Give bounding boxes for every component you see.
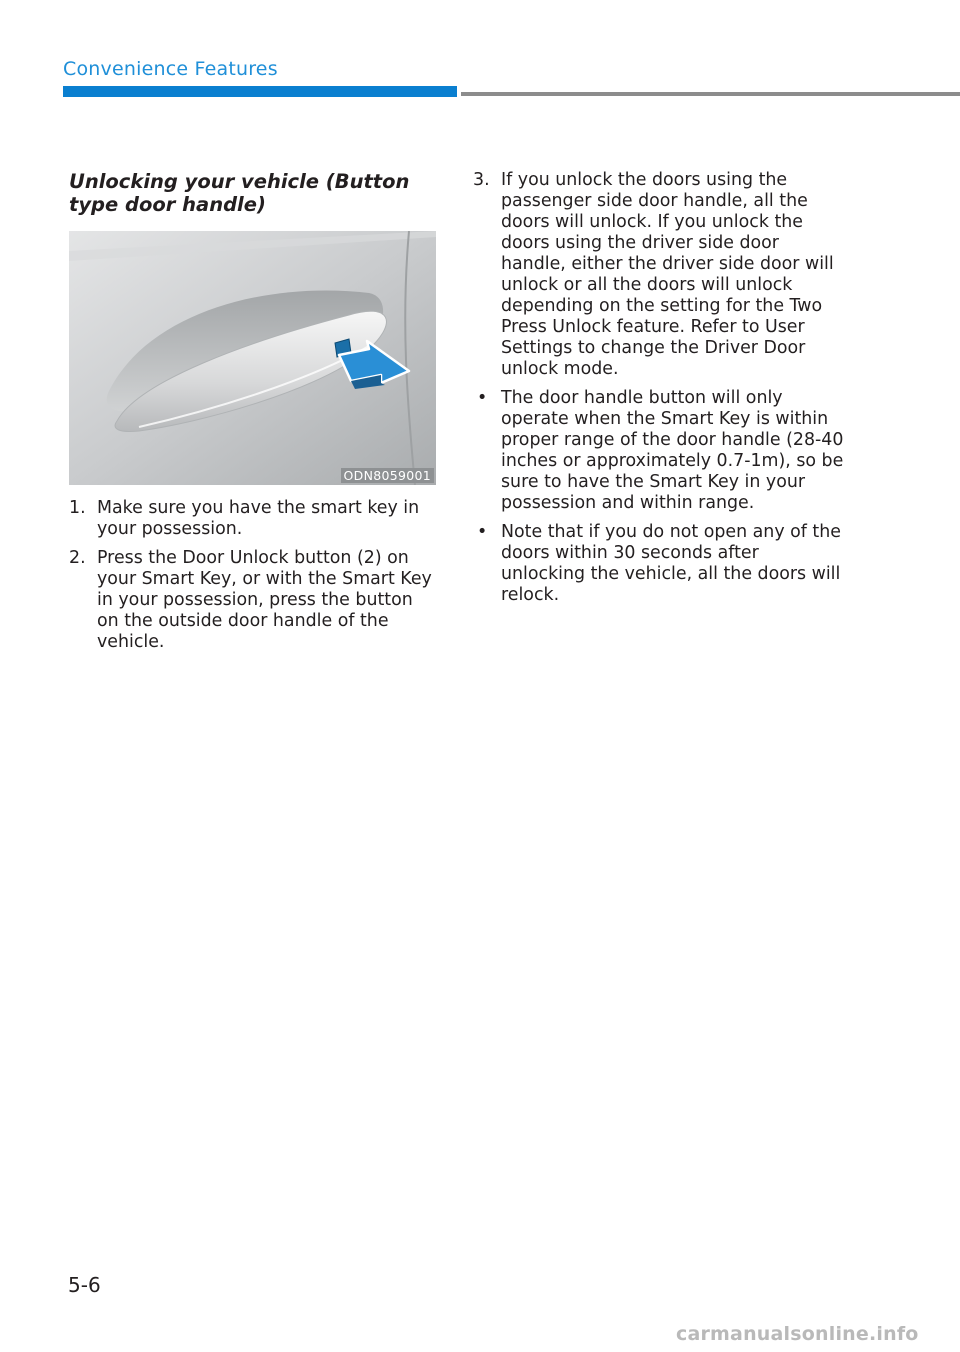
list-item xyxy=(473,170,845,380)
left-column xyxy=(69,170,437,661)
bullet-text: Note that if you do not open any of the doors within 30 seconds after unlocking the vehicle, all the doors will relock. xyxy=(501,522,841,605)
step-number: 1. xyxy=(69,498,86,518)
bullet-icon: • xyxy=(477,388,488,408)
header-bar-gray xyxy=(461,92,960,96)
list-item xyxy=(69,498,437,540)
header-title: Convenience Features xyxy=(63,58,278,80)
watermark: carmanualsonline.info xyxy=(676,1323,919,1345)
door-handle-figure xyxy=(69,231,436,485)
step-text: Press the Door Unlock button (2) on your Smart Key, or with the Smart Key in your possession, press the button on the outside door handle of the vehicle. xyxy=(97,548,432,652)
page-number: 5-6 xyxy=(68,1273,101,1297)
step-number: 2. xyxy=(69,548,86,568)
section-heading: Unlocking your vehicle (Button type door handle) xyxy=(69,170,410,216)
list-item xyxy=(473,388,845,514)
step-text: Make sure you have the smart key in your possession. xyxy=(97,498,420,539)
figure-code: ODN8059001 xyxy=(341,468,435,483)
list-item xyxy=(69,548,437,653)
header-bar-blue xyxy=(63,86,457,97)
steps-list-left xyxy=(69,498,437,653)
step-text: If you unlock the doors using the passenger side door handle, all the doors will unlock. If you unlock the doors using the driver side door handle, either the driver side door will unlock or all the doors will unlock depending on the setting for the Two Press Unlock feature. Refer to User Settings to change the Driver Door unlock mode. xyxy=(501,170,834,379)
list-item xyxy=(473,522,845,606)
steps-list-right xyxy=(473,170,845,380)
right-column xyxy=(473,170,845,614)
bullet-text: The door handle button will only operate when the Smart Key is within proper range of the door handle (28-40 inches or approximately 0.7-1m), so be sure to have the Smart Key in your possession and within range. xyxy=(501,388,844,513)
bullets-list xyxy=(473,388,845,606)
step-number: 3. xyxy=(473,170,490,190)
door-handle-illustration-icon xyxy=(69,231,436,485)
bullet-icon: • xyxy=(477,522,488,542)
